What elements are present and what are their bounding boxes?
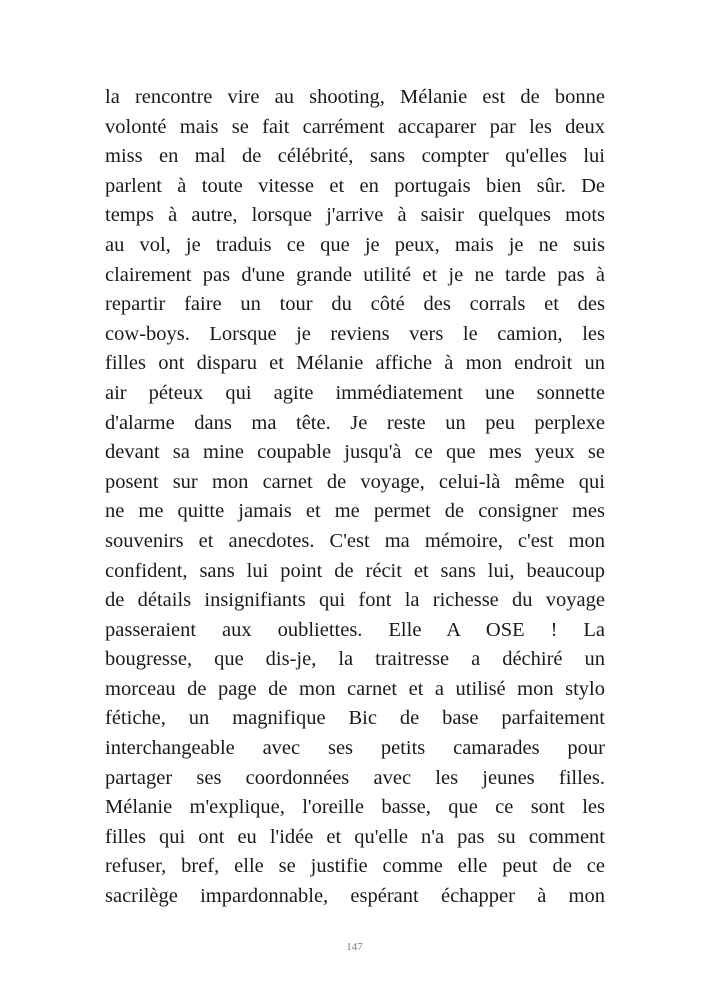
text-line: volonté mais se fait carrément accaparer par les deux — [105, 115, 605, 138]
text-line: clairement pas d'une grande utilité et je ne tarde pas à — [105, 263, 605, 286]
text-line: confident, sans lui point de récit et sans lui, beaucoup — [105, 559, 605, 582]
text-line: temps à autre, lorsque j'arrive à saisir quelques mots — [105, 204, 605, 227]
text-line: fétiche, un magnifique Bic de base parfaitement — [105, 707, 605, 730]
text-line: la rencontre vire au shooting, Mélanie est de bonne — [105, 86, 605, 108]
body-text — [105, 83, 605, 912]
text-line: passeraient aux oubliettes. Elle A OSE ! La — [105, 618, 605, 641]
text-line: souvenirs et anecdotes. C'est ma mémoire, c'est mon — [105, 529, 605, 552]
page-number: 147 — [346, 941, 363, 953]
text-line: cow-boys. Lorsque je reviens vers le camion, les — [105, 322, 605, 345]
text-line: devant sa mine coupable jusqu'à ce que mes yeux se — [105, 441, 605, 464]
text-line: morceau de page de mon carnet et a utilisé mon stylo — [105, 677, 605, 700]
text-line: air péteux qui agite immédiatement une sonnette — [105, 381, 605, 404]
text-line: au vol, je traduis ce que je peux, mais je ne suis — [105, 233, 605, 256]
text-line: partager ses coordonnées avec les jeunes filles. — [105, 766, 605, 789]
text-line: interchangeable avec ses petits camarades pour — [105, 737, 605, 760]
text-line: parlent à toute vitesse et en portugais bien sûr. De — [105, 174, 605, 197]
text-line: Mélanie m'explique, l'oreille basse, que ce sont les — [105, 796, 605, 819]
text-line: de détails insignifiants qui font la richesse du voyage — [105, 589, 605, 612]
text-line: filles ont disparu et Mélanie affiche à mon endroit un — [105, 352, 605, 375]
text-line: ne me quitte jamais et me permet de consigner mes — [105, 500, 605, 523]
text-line: repartir faire un tour du côté des corrals et des — [105, 293, 605, 316]
text-line: d'alarme dans ma tête. Je reste un peu perplexe — [105, 411, 605, 434]
text-line: filles qui ont eu l'idée et qu'elle n'a pas su comment — [105, 825, 605, 848]
text-line: refuser, bref, elle se justifie comme elle peut de ce — [105, 855, 605, 878]
text-line: miss en mal de célébrité, sans compter qu'elles lui — [105, 145, 605, 168]
text-line: posent sur mon carnet de voyage, celui-là même qui — [105, 470, 605, 493]
text-line: sacrilège impardonnable, espérant échapper à mon — [105, 885, 605, 908]
text-line: bougresse, que dis-je, la traitresse a déchiré un — [105, 648, 605, 671]
